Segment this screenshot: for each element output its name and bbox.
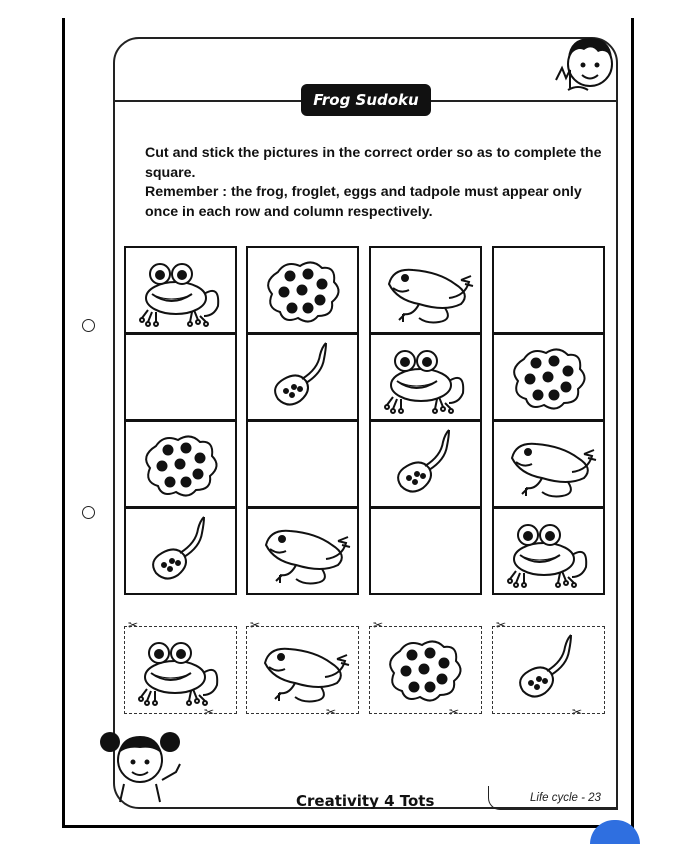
eggs-icon <box>502 341 598 415</box>
grid-cell-frog <box>369 333 482 421</box>
page-title: Frog Sudoku <box>301 84 431 116</box>
scissors-icon: ✂ <box>204 705 215 719</box>
scissors-icon: ✂ <box>250 618 261 632</box>
binder-hole <box>82 506 95 519</box>
frog-icon <box>133 633 229 707</box>
grid-cell-eggs <box>492 333 605 421</box>
scissors-icon: ✂ <box>326 705 337 719</box>
cutout-frog[interactable] <box>124 626 237 714</box>
tadpole-icon <box>501 633 597 707</box>
cutout-eggs[interactable] <box>369 626 482 714</box>
eggs-icon <box>378 633 474 707</box>
tadpole-icon <box>379 428 475 502</box>
tadpole-icon <box>134 515 230 589</box>
grid-cell-empty[interactable] <box>246 420 359 508</box>
frog-icon <box>502 515 598 589</box>
eggs-icon <box>256 254 352 328</box>
scissors-icon: ✂ <box>128 618 139 632</box>
scissors-icon: ✂ <box>373 618 384 632</box>
tadpole-icon <box>256 341 352 415</box>
froglet-icon <box>255 633 351 707</box>
instruction-line-1: Cut and stick the pictures in the correct order so as to complete the square. <box>145 145 602 181</box>
scissors-icon: ✂ <box>449 705 460 719</box>
grid-cell-froglet <box>369 246 482 334</box>
cutout-tadpole[interactable] <box>492 626 605 714</box>
frog-icon <box>379 341 475 415</box>
grid-cell-empty[interactable] <box>124 333 237 421</box>
scissors-icon: ✂ <box>496 618 507 632</box>
instructions <box>145 144 605 222</box>
grid-cell-tadpole <box>124 507 237 595</box>
footer-page-label: Life cycle - 23 <box>530 792 601 804</box>
instruction-line-2: Remember : the frog, froglet, eggs and tadpole must appear only once in each row and column respectively. <box>145 184 582 220</box>
cutout-froglet[interactable] <box>246 626 359 714</box>
froglet-icon <box>379 254 475 328</box>
grid-cell-frog <box>124 246 237 334</box>
eggs-icon <box>134 428 230 502</box>
grid-cell-frog <box>492 507 605 595</box>
grid-cell-empty[interactable] <box>492 246 605 334</box>
grid-cell-froglet <box>492 420 605 508</box>
grid-cell-tadpole <box>369 420 482 508</box>
grid-cell-eggs <box>246 246 359 334</box>
grid-cell-froglet <box>246 507 359 595</box>
grid-cell-eggs <box>124 420 237 508</box>
footer-brand: Creativity 4 Tots <box>296 792 435 810</box>
grid-cell-empty[interactable] <box>369 507 482 595</box>
girl-character-icon <box>98 724 188 804</box>
froglet-icon <box>256 515 352 589</box>
froglet-icon <box>502 428 598 502</box>
frog-icon <box>134 254 230 328</box>
binder-hole <box>82 319 95 332</box>
grid-cell-tadpole <box>246 333 359 421</box>
scissors-icon: ✂ <box>572 705 583 719</box>
boy-character-icon <box>548 28 620 102</box>
